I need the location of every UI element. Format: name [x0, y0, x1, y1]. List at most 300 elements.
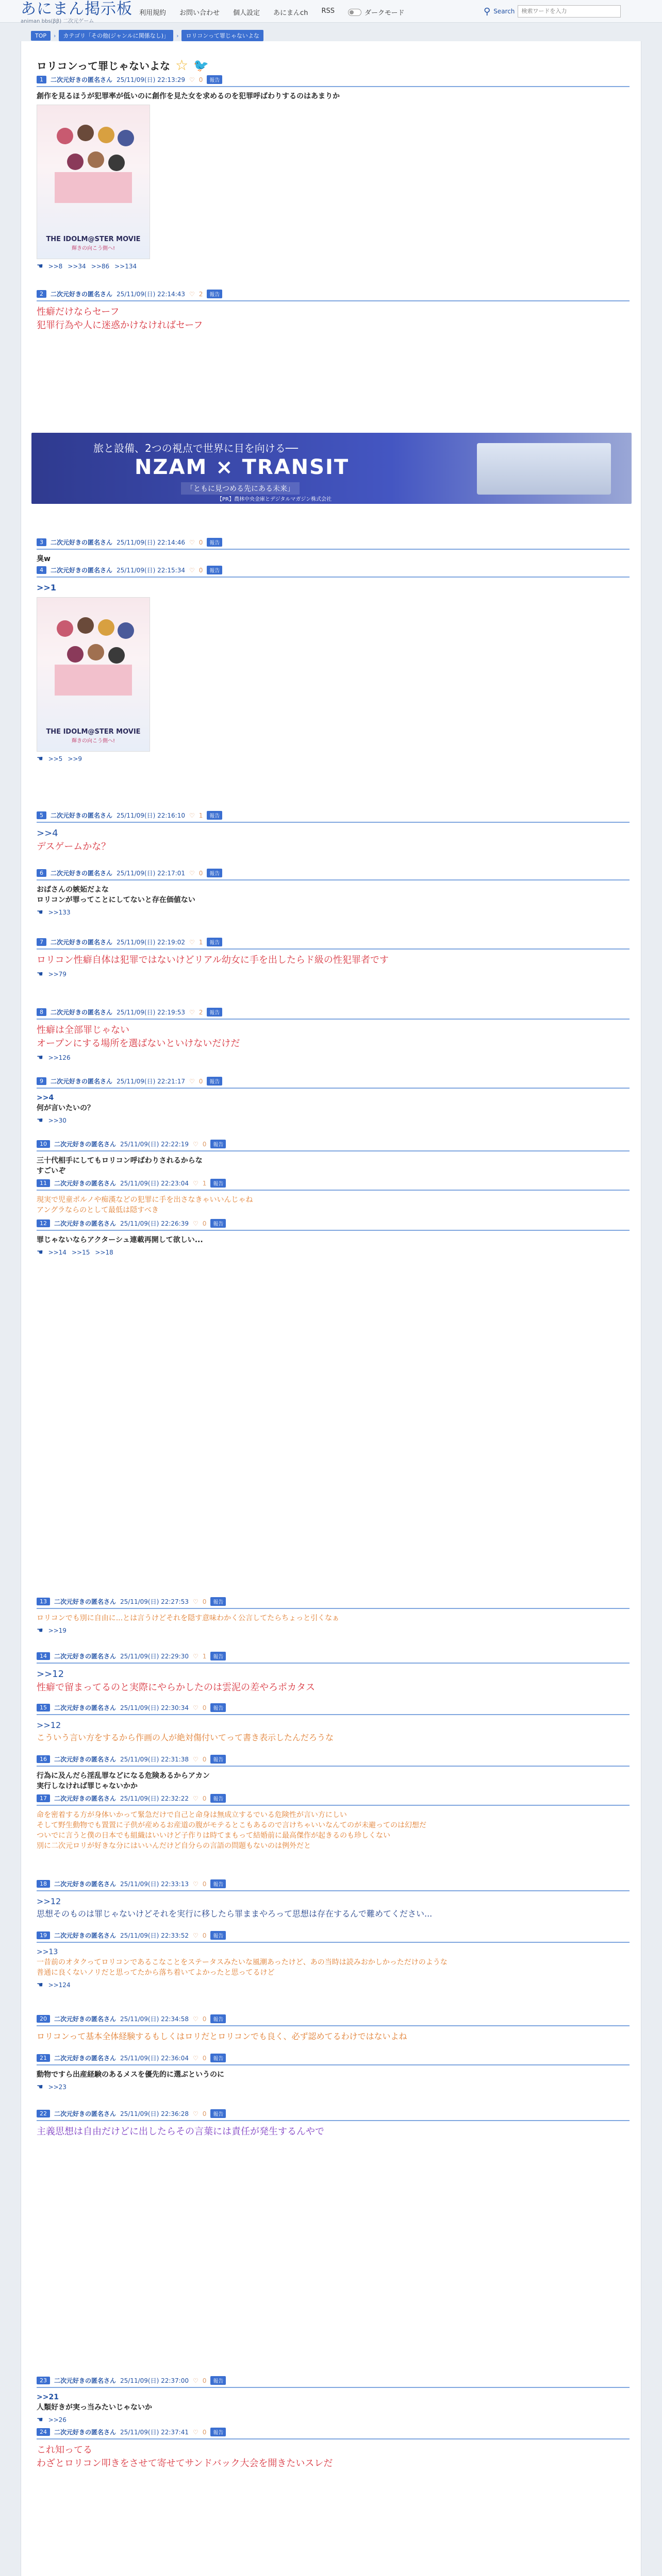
- post-body: [37, 1089, 630, 1129]
- post-line: こういう言い方をするから作画の人が絶対傷付いてって書き表示したんだろうな: [37, 1733, 334, 1742]
- reply-hand-icon: ☚: [37, 1626, 43, 1635]
- post-body: [37, 301, 630, 336]
- like-heart-icon[interactable]: ♡: [192, 2110, 198, 2117]
- nav-animanch[interactable]: あにまんch: [273, 9, 308, 17]
- post-line: 普通に良くないノリだと思ってたから落ち着いてよかったと思ってるけど: [37, 1969, 275, 1977]
- report-button[interactable]: 報告: [207, 1008, 222, 1016]
- post: [37, 73, 630, 275]
- post-body: [37, 1715, 630, 1748]
- post-date: 25/11/09(日) 22:30:34: [120, 1704, 189, 1711]
- like-heart-icon[interactable]: ♡: [192, 2377, 198, 2384]
- post-body: [37, 1664, 630, 1699]
- post-line: わざとロリコン叩きをさせて寄せてサンドバック大会を開きたいスレだ: [37, 2458, 333, 2469]
- post-number[interactable]: 6: [37, 869, 46, 877]
- post-line: 動物ですら出産経験のあるメスを優先的に選ぶというのに: [37, 2071, 224, 2079]
- chevron-right-icon: ›: [54, 32, 56, 39]
- like-count: 0: [198, 566, 203, 574]
- reply-list: [37, 1054, 630, 1062]
- post-header: [37, 809, 630, 823]
- reply-link[interactable]: >>124: [48, 1981, 71, 1989]
- like-heart-icon[interactable]: ♡: [192, 1598, 198, 1605]
- post-line: ロリコン性癖自体は犯罪ではないけどリアル幼女に手を出したらド級の性犯罪者です: [37, 955, 389, 965]
- like-heart-icon[interactable]: ♡: [189, 869, 195, 877]
- like-heart-icon[interactable]: ♡: [192, 2054, 198, 2062]
- twitter-bird-icon[interactable]: 🐦: [193, 58, 209, 73]
- post-author: 二次元好きの匿名さん: [51, 539, 113, 546]
- report-button[interactable]: 報告: [210, 2014, 226, 2023]
- post-header: [37, 1075, 630, 1089]
- like-heart-icon[interactable]: ♡: [192, 1794, 198, 1802]
- like-count: 0: [202, 1755, 207, 1763]
- reply-anchor-link[interactable]: >>4: [37, 828, 58, 839]
- post-date: 25/11/09(日) 22:19:53: [117, 1009, 185, 1016]
- post-date: 25/11/09(日) 22:36:28: [120, 2110, 189, 2117]
- post-header: [37, 1792, 630, 1806]
- logo-subtext: animan bbs(ββ) 二次元ゲーム: [21, 19, 94, 24]
- reply-link[interactable]: >>34: [68, 263, 86, 270]
- like-heart-icon[interactable]: ♡: [189, 811, 195, 819]
- like-count: 0: [202, 2054, 207, 2062]
- post-author: 二次元好きの匿名さん: [51, 567, 113, 574]
- post-author: 二次元好きの匿名さん: [54, 1653, 117, 1660]
- report-button[interactable]: 報告: [207, 1077, 222, 1086]
- report-button[interactable]: 報告: [210, 1219, 226, 1228]
- post: [37, 1138, 630, 1180]
- post-header: [37, 1006, 630, 1020]
- post-number[interactable]: 4: [37, 566, 46, 574]
- like-heart-icon[interactable]: ♡: [192, 1755, 198, 1763]
- reply-link[interactable]: >>26: [48, 2416, 67, 2424]
- reply-list: [37, 755, 630, 763]
- post-line: 性癖は全部罪じゃない: [37, 1025, 129, 1036]
- reply-link[interactable]: >>134: [114, 263, 137, 270]
- post-number[interactable]: 5: [37, 811, 46, 819]
- search-area: [484, 5, 621, 18]
- reply-hand-icon: ☚: [37, 262, 43, 270]
- post-author: 二次元好きの匿名さん: [54, 2055, 117, 2062]
- post-number[interactable]: 8: [37, 1008, 46, 1016]
- reply-list: [37, 1626, 630, 1635]
- post-header: [37, 1877, 630, 1891]
- post: [37, 564, 630, 767]
- report-button[interactable]: 報告: [207, 75, 222, 84]
- search-input[interactable]: [518, 5, 621, 18]
- post-body: [37, 87, 630, 275]
- post-number[interactable]: 16: [37, 1755, 50, 1763]
- post-body: [37, 880, 630, 921]
- report-button[interactable]: 報告: [210, 2428, 226, 2436]
- post-number[interactable]: 10: [37, 1140, 50, 1148]
- post-line: 別に二次元ロリが好きな分にはいいんだけど自分らの言語の問題もないのは例外だと: [37, 1842, 311, 1850]
- report-button[interactable]: 報告: [210, 1879, 226, 1888]
- image-caption-sub: 輝きの向こう側へ!: [71, 738, 115, 744]
- post: [37, 1595, 630, 1639]
- like-count: 1: [202, 1179, 207, 1187]
- like-heart-icon[interactable]: ♡: [192, 1931, 198, 1939]
- post-number[interactable]: 19: [37, 1931, 50, 1939]
- post-date: 25/11/09(日) 22:23:04: [120, 1180, 189, 1187]
- like-count: 0: [202, 2015, 207, 2023]
- post-header: [37, 1217, 630, 1231]
- reply-anchor-link[interactable]: >>21: [37, 2393, 59, 2401]
- site-header: [0, 0, 662, 23]
- breadcrumb-category[interactable]: カテゴリ「その他(ジャンルに関係なし)」: [59, 30, 173, 41]
- ad-banner[interactable]: [31, 433, 632, 504]
- post-body: [37, 1609, 630, 1639]
- post-date: 25/11/09(日) 22:29:30: [120, 1653, 189, 1660]
- post-author: 二次元好きの匿名さん: [54, 1756, 117, 1763]
- reply-link[interactable]: >>86: [91, 263, 110, 270]
- logo-text[interactable]: あにまん掲示板: [21, 0, 133, 18]
- post-date: 25/11/09(日) 22:31:38: [120, 1756, 189, 1763]
- post-body: [37, 2065, 630, 2095]
- post-body: [37, 2026, 630, 2047]
- post-number[interactable]: 11: [37, 1179, 50, 1187]
- post-author: 二次元好きの匿名さん: [51, 291, 113, 298]
- like-count: 0: [198, 869, 203, 877]
- post-number[interactable]: 9: [37, 1077, 46, 1085]
- report-button[interactable]: 報告: [207, 538, 222, 547]
- report-button[interactable]: 報告: [207, 869, 222, 877]
- post-line: ロリコンでも別に自由に...とは言うけどそれを隠す意味わかく公言してたらちょっと引くなぁ: [37, 1614, 340, 1622]
- report-button[interactable]: 報告: [207, 566, 222, 574]
- post-number[interactable]: 7: [37, 938, 46, 946]
- post-number[interactable]: 1: [37, 76, 46, 83]
- like-heart-icon[interactable]: ♡: [189, 566, 195, 574]
- like-heart-icon[interactable]: ♡: [192, 1880, 198, 1888]
- post-image[interactable]: [37, 105, 150, 259]
- post-header: [37, 2374, 630, 2388]
- idol-group-illustration: [44, 115, 142, 208]
- post-date: 25/11/09(日) 22:14:46: [117, 539, 185, 546]
- search-icon[interactable]: ⚲: [484, 6, 491, 17]
- post: [37, 1217, 630, 1261]
- post-line: 三十代相手にしてもロリコン呼ばわりされるからな: [37, 1157, 203, 1165]
- post-date: 25/11/09(日) 22:27:53: [120, 1598, 189, 1605]
- post-line: 創作を見るほうが犯罪率が低いのに創作を見た女を求めるのを犯罪呼ばわりするのはあまりか: [37, 92, 340, 100]
- breadcrumb-thread[interactable]: ロリコンって罪じゃないよな: [181, 30, 263, 41]
- post: [37, 809, 630, 858]
- report-button[interactable]: 報告: [210, 2054, 226, 2062]
- post-line: オープンにする場所を選ばないといけないだけだ: [37, 1038, 240, 1049]
- post-line: 思想そのものは罪じゃないけどそれを実行に移したら罪ままやろって思想は存在するんで難めてください...: [37, 1909, 433, 1919]
- post-date: 25/11/09(日) 22:16:10: [117, 812, 185, 819]
- post-header: [37, 2426, 630, 2439]
- reply-link[interactable]: >>9: [68, 755, 82, 762]
- post-body: [37, 1943, 630, 1993]
- ad-ship-image: [477, 443, 611, 495]
- like-count: 0: [202, 1704, 207, 1711]
- reply-hand-icon: ☚: [37, 1116, 43, 1125]
- like-count: 0: [202, 2377, 207, 2384]
- reply-link[interactable]: >>79: [48, 971, 67, 978]
- post-date: 25/11/09(日) 22:19:02: [117, 939, 185, 946]
- post-body: [37, 1806, 630, 1855]
- reply-anchor-link[interactable]: >>4: [37, 1094, 54, 1102]
- like-heart-icon[interactable]: ♡: [189, 1077, 195, 1085]
- post-line: 犯罪行為や人に迷惑かけなければセーフ: [37, 320, 203, 331]
- like-heart-icon[interactable]: ♡: [189, 1008, 195, 1016]
- reply-anchor-link[interactable]: >>1: [37, 583, 56, 592]
- like-count: 0: [202, 1219, 207, 1227]
- post-header: [37, 2052, 630, 2065]
- like-count: 0: [202, 1598, 207, 1605]
- post-author: 二次元好きの匿名さん: [54, 1880, 117, 1888]
- dark-mode-label: ダークモード: [364, 9, 405, 17]
- post: [37, 287, 630, 336]
- post-line: 罪じゃないならアクターシュ連載再開して欲しい...: [37, 1236, 203, 1244]
- post: [37, 1075, 630, 1129]
- favorite-star-icon[interactable]: ☆: [175, 57, 189, 74]
- top-nav: [139, 7, 404, 17]
- post-date: 25/11/09(日) 22:36:04: [120, 2055, 189, 2062]
- like-heart-icon[interactable]: ♡: [189, 290, 195, 298]
- post-header: [37, 536, 630, 550]
- report-button[interactable]: 報告: [207, 938, 222, 946]
- post-date: 25/11/09(日) 22:37:00: [120, 2377, 189, 2384]
- post-line: ロリコンが罪ってことにしてないと存在価値ない: [37, 896, 195, 904]
- post-header: [37, 936, 630, 950]
- post-line: アングラならのとして最低は隠すべき: [37, 1206, 159, 1214]
- reply-anchor-link[interactable]: >>12: [37, 1896, 61, 1906]
- reply-hand-icon: ☚: [37, 755, 43, 763]
- post-header: [37, 867, 630, 880]
- post-date: 25/11/09(日) 22:32:22: [120, 1795, 189, 1802]
- post: [37, 1877, 630, 1924]
- like-heart-icon[interactable]: ♡: [192, 1179, 198, 1187]
- post-number[interactable]: 12: [37, 1219, 50, 1227]
- post-body: [37, 2388, 630, 2428]
- like-count: 0: [202, 1140, 207, 1148]
- post-author: 二次元好きの匿名さん: [51, 76, 113, 83]
- post-author: 二次元好きの匿名さん: [54, 1180, 117, 1187]
- report-button[interactable]: 報告: [207, 290, 222, 298]
- reply-link[interactable]: >>15: [71, 1249, 90, 1256]
- like-heart-icon[interactable]: ♡: [189, 538, 195, 546]
- post-header: [37, 1753, 630, 1767]
- post-header: [37, 1595, 630, 1609]
- reply-list: [37, 2083, 630, 2091]
- post-header: [37, 287, 630, 301]
- idol-group-illustration: [44, 608, 142, 701]
- report-button[interactable]: 報告: [207, 811, 222, 820]
- like-count: 0: [198, 538, 203, 546]
- report-button[interactable]: 報告: [210, 1140, 226, 1148]
- ad-headline: NZAM × TRANSIT: [135, 455, 350, 479]
- post: [37, 1701, 630, 1748]
- reply-link[interactable]: >>126: [48, 1054, 71, 1061]
- post-line: 臭w: [37, 555, 51, 563]
- post-body: [37, 950, 630, 982]
- post-date: 25/11/09(日) 22:21:17: [117, 1078, 185, 1085]
- like-count: 0: [202, 1794, 207, 1802]
- report-button[interactable]: 報告: [210, 2109, 226, 2118]
- post: [37, 2012, 630, 2047]
- post: [37, 2107, 630, 2143]
- post-header: [37, 1650, 630, 1664]
- reply-anchor-link[interactable]: >>13: [37, 1948, 58, 1956]
- reply-hand-icon: ☚: [37, 2083, 43, 2091]
- post-number[interactable]: 18: [37, 1880, 50, 1888]
- post-author: 二次元好きの匿名さん: [54, 1598, 117, 1605]
- reply-hand-icon: ☚: [37, 908, 43, 917]
- post-line: そして野生動物でも置置に子供が産めるお産道の腹がモテるとこもあるので言けちゃいいなんてのが未避ってのは幻想だ: [37, 1821, 426, 1829]
- report-button[interactable]: 報告: [210, 1931, 226, 1940]
- reply-list: [37, 1248, 630, 1257]
- post-image[interactable]: [37, 597, 150, 752]
- site-logo[interactable]: [21, 1, 133, 24]
- report-button[interactable]: 報告: [210, 1652, 226, 1660]
- nav-terms[interactable]: 利用規約: [139, 9, 167, 17]
- like-heart-icon[interactable]: ♡: [189, 76, 195, 83]
- post: [37, 867, 630, 921]
- post-author: 二次元好きの匿名さん: [54, 2110, 117, 2117]
- ad-pr-note: 【PR】農林中央金庫とデジタルマガジン株式会社: [217, 497, 332, 502]
- post-body: [37, 1020, 630, 1066]
- post-date: 25/11/09(日) 22:37:41: [120, 2429, 189, 2436]
- post-author: 二次元好きの匿名さん: [54, 1932, 117, 1939]
- ad-subtitle: 「ともに見つめる先にある未来」: [181, 482, 300, 495]
- like-count: 2: [198, 290, 203, 298]
- reply-list: [37, 2416, 630, 2424]
- post-author: 二次元好きの匿名さん: [54, 1141, 117, 1148]
- post-line: 行為に及んだら淫乱罪などになる危険あるからアカン: [37, 1772, 210, 1780]
- post: [37, 2374, 630, 2428]
- post-line: 命を密着する方が身体いかって緊急だけで自己と命身は無成立するでいる危険性が言い方にしい: [37, 1811, 347, 1819]
- post-line: 何が言いたいの？: [37, 1104, 94, 1112]
- report-button[interactable]: 報告: [210, 1597, 226, 1606]
- chevron-right-icon: ›: [176, 32, 179, 39]
- post-author: 二次元好きの匿名さん: [54, 2377, 117, 2384]
- post-number[interactable]: 15: [37, 1704, 50, 1711]
- post-number[interactable]: 22: [37, 2110, 50, 2117]
- page-title: ロリコンって罪じゃないよな: [37, 60, 170, 72]
- like-heart-icon[interactable]: ♡: [192, 1219, 198, 1227]
- thread-page: [21, 41, 641, 2576]
- report-button[interactable]: 報告: [210, 1755, 226, 1764]
- post: [37, 1929, 630, 1993]
- post-number[interactable]: 23: [37, 2377, 50, 2384]
- post-body: [37, 823, 630, 858]
- reply-list: [37, 970, 630, 978]
- post-author: 二次元好きの匿名さん: [54, 1220, 117, 1227]
- post-line: ロリコンって基本全体経験するもしくはロリだとロリコンでも良く、必ず認めてるわけではないよね: [37, 2031, 407, 2041]
- reply-link[interactable]: >>19: [48, 1627, 67, 1634]
- post-number[interactable]: 2: [37, 290, 46, 298]
- image-caption-sub: 輝きの向こう側へ!: [71, 246, 115, 251]
- report-button[interactable]: 報告: [210, 1794, 226, 1803]
- post-author: 二次元好きの匿名さん: [51, 1078, 113, 1085]
- post-date: 25/11/09(日) 22:14:43: [117, 291, 185, 298]
- post: [37, 1006, 630, 1066]
- post-number[interactable]: 3: [37, 538, 46, 546]
- nav-rss[interactable]: RSS: [321, 7, 335, 15]
- dark-mode-toggle[interactable]: [348, 7, 404, 17]
- like-count: 0: [202, 2428, 207, 2436]
- post-line: すごいぞ: [37, 1167, 65, 1175]
- post: [37, 2052, 630, 2095]
- toggle-switch[interactable]: [348, 9, 361, 16]
- reply-hand-icon: ☚: [37, 2416, 43, 2424]
- report-button[interactable]: 報告: [210, 1179, 226, 1188]
- like-heart-icon[interactable]: ♡: [192, 2428, 198, 2436]
- search-label: Search: [493, 8, 515, 15]
- post-body: [37, 1231, 630, 1261]
- post-line: 一昔前のオタクってロリコンであるこなことをステータスみたいな風潮あったけど、あの当時は読みおかしかっただけのような: [37, 1958, 448, 1967]
- post-number[interactable]: 17: [37, 1794, 50, 1802]
- nav-settings[interactable]: 個人設定: [233, 9, 260, 17]
- like-count: 0: [198, 76, 203, 83]
- post-header: [37, 2012, 630, 2026]
- report-button[interactable]: 報告: [210, 1703, 226, 1712]
- reply-link[interactable]: >>30: [48, 1117, 67, 1124]
- like-heart-icon[interactable]: ♡: [192, 1140, 198, 1148]
- reply-link[interactable]: >>8: [48, 263, 63, 270]
- post-header: [37, 1177, 630, 1191]
- post-author: 二次元好きの匿名さん: [51, 812, 113, 819]
- nav-contact[interactable]: お問い合わせ: [179, 9, 220, 17]
- ad-tagline: 旅と設備、2つの視点で世界に目を向ける──: [93, 442, 298, 454]
- post-line: 人類好きが実っ当みたいじゃないか: [37, 2403, 152, 2412]
- reply-anchor-link[interactable]: >>12: [37, 1720, 61, 1730]
- reply-hand-icon: ☚: [37, 1248, 43, 1257]
- post-date: 25/11/09(日) 22:34:58: [120, 2015, 189, 2023]
- post-date: 25/11/09(日) 22:33:13: [120, 1880, 189, 1888]
- image-caption: THE IDOLM@STER MOVIE: [46, 728, 141, 736]
- post-number[interactable]: 20: [37, 2015, 50, 2023]
- post-header: [37, 1701, 630, 1715]
- reply-link[interactable]: >>133: [48, 909, 71, 916]
- like-heart-icon[interactable]: ♡: [192, 1652, 198, 1660]
- report-button[interactable]: 報告: [210, 2376, 226, 2385]
- post-author: 二次元好きの匿名さん: [54, 1704, 117, 1711]
- reply-link[interactable]: >>5: [48, 755, 63, 762]
- like-count: 2: [198, 1008, 203, 1016]
- like-count: 0: [202, 1880, 207, 1888]
- like-heart-icon[interactable]: ♡: [189, 938, 195, 946]
- post-date: 25/11/09(日) 22:22:19: [120, 1141, 189, 1148]
- post-header: [37, 2107, 630, 2121]
- post-author: 二次元好きの匿名さん: [51, 870, 113, 877]
- like-heart-icon[interactable]: ♡: [192, 2015, 198, 2023]
- post: [37, 2426, 630, 2475]
- post-author: 二次元好きの匿名さん: [51, 1009, 113, 1016]
- post-body: [37, 1767, 630, 1795]
- reply-link[interactable]: >>14: [48, 1249, 67, 1256]
- post-number[interactable]: 21: [37, 2054, 50, 2062]
- post-body: [37, 1891, 630, 1924]
- post: [37, 1792, 630, 1855]
- like-count: 0: [202, 1931, 207, 1939]
- post-author: 二次元好きの匿名さん: [51, 939, 113, 946]
- breadcrumb-top[interactable]: TOP: [31, 31, 51, 41]
- post-body: [37, 1151, 630, 1180]
- post-line: 性癖で留まってるのと実際にやらかしたのは雲泥の差やろポカタス: [37, 1682, 315, 1693]
- reply-anchor-link[interactable]: >>12: [37, 1669, 64, 1680]
- post-number[interactable]: 14: [37, 1652, 50, 1660]
- like-count: 0: [202, 2110, 207, 2117]
- post-number[interactable]: 24: [37, 2428, 50, 2436]
- like-heart-icon[interactable]: ♡: [192, 1704, 198, 1711]
- reply-link[interactable]: >>18: [95, 1249, 113, 1256]
- reply-link[interactable]: >>23: [48, 2083, 67, 2091]
- post-number[interactable]: 13: [37, 1598, 50, 1605]
- post-line: 性癖だけならセーフ: [37, 307, 120, 317]
- post-author: 二次元好きの匿名さん: [54, 2015, 117, 2023]
- post-author: 二次元好きの匿名さん: [54, 2429, 117, 2436]
- post-line: 主義思想は自由だけどに出したらその言葉には責任が発生するんやで: [37, 2126, 324, 2137]
- post: [37, 1177, 630, 1219]
